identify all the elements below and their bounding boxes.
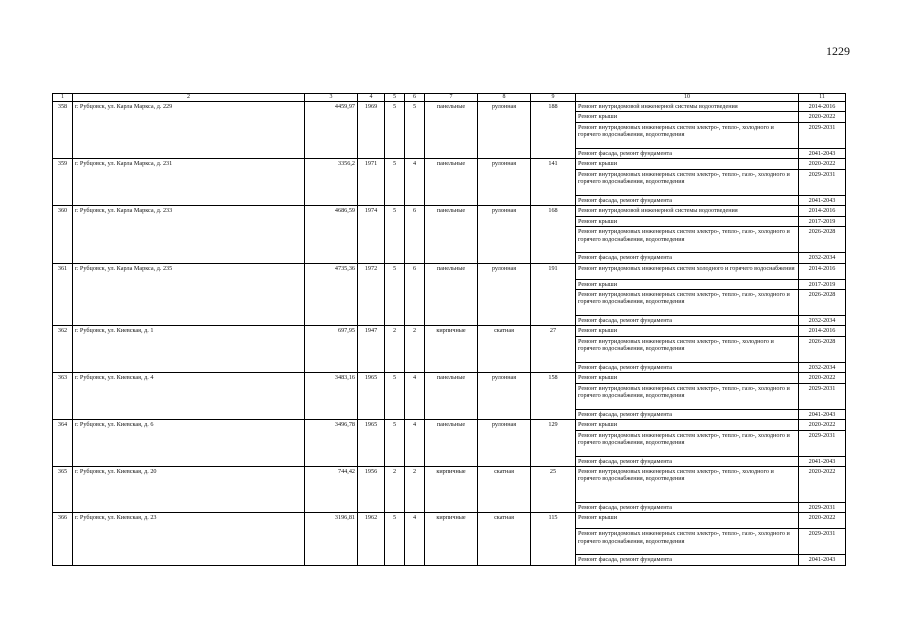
work-type-cell: Ремонт крыши (576, 420, 799, 430)
work-type-cell: Ремонт крыши (576, 216, 799, 226)
address-cell: г. Рубцовск, ул. Карла Маркса, д. 235 (73, 263, 305, 326)
period-cell: 2020-2022 (799, 467, 846, 503)
walls-cell: кирпичные (425, 513, 478, 565)
period-cell: 2041-2043 (799, 555, 846, 565)
area-cell: 697,95 (305, 326, 358, 373)
roof-cell: рулонная (478, 206, 531, 263)
period-cell: 2020-2022 (799, 420, 846, 430)
row-number: 364 (53, 420, 73, 467)
residents-cell: 25 (531, 467, 576, 513)
roof-cell: рулонная (478, 373, 531, 420)
walls-cell: панельные (425, 102, 478, 159)
col-header: 2 (73, 94, 305, 102)
row-number: 361 (53, 263, 73, 326)
address-cell: г. Рубцовск, ул. Киевская, д. 6 (73, 420, 305, 467)
floors-cell: 5 (385, 159, 405, 206)
period-cell: 2029-2031 (799, 430, 846, 456)
roof-cell: рулонная (478, 102, 531, 159)
roof-cell: скатная (478, 467, 531, 513)
build-year-cell: 1972 (358, 263, 385, 326)
work-type-cell: Ремонт внутридомовых инженерных систем электро-, тепло-, газо-, холодного и горячего водоснабжения, водоотведения (576, 169, 799, 195)
table-body (53, 102, 846, 566)
col-header: 7 (425, 94, 478, 102)
walls-cell: панельные (425, 263, 478, 326)
table-row (53, 373, 846, 383)
col-header: 4 (358, 94, 385, 102)
col-header: 10 (576, 94, 799, 102)
work-type-cell: Ремонт внутридомовых инженерных систем электро-, тепло-, газо-, холодного и горячего водоснабжения, водоотведения (576, 529, 799, 555)
period-cell: 2029-2031 (799, 122, 846, 148)
page-number: 1229 (826, 44, 850, 58)
entrances-cell: 6 (405, 206, 425, 263)
walls-cell: панельные (425, 159, 478, 206)
address-cell: г. Рубцовск, ул. Киевская, д. 23 (73, 513, 305, 565)
row-number: 363 (53, 373, 73, 420)
floors-cell: 5 (385, 206, 405, 263)
walls-cell: панельные (425, 420, 478, 467)
entrances-cell: 4 (405, 373, 425, 420)
row-number: 359 (53, 159, 73, 206)
entrances-cell: 2 (405, 326, 425, 373)
area-cell: 744,42 (305, 467, 358, 513)
work-type-cell: Ремонт фасада, ремонт фундамента (576, 148, 799, 158)
work-type-cell: Ремонт фасада, ремонт фундамента (576, 409, 799, 419)
entrances-cell: 4 (405, 420, 425, 467)
col-header: 9 (531, 94, 576, 102)
roof-cell: рулонная (478, 420, 531, 467)
table-row (53, 159, 846, 169)
address-cell: г. Рубцовск, ул. Киевская, д. 4 (73, 373, 305, 420)
period-cell: 2020-2022 (799, 159, 846, 169)
work-type-cell: Ремонт внутридомовых инженерных систем электро-, тепло-, газо-, холодного и горячего водоснабжения, водоотведения (576, 227, 799, 253)
residents-cell: 168 (531, 206, 576, 263)
col-header: 8 (478, 94, 531, 102)
work-type-cell: Ремонт внутридомовых инженерных систем электро-, тепло-, холодного и горячего водоснабжения, водоотведения (576, 122, 799, 148)
period-cell: 2017-2019 (799, 216, 846, 226)
residents-cell: 141 (531, 159, 576, 206)
work-type-cell: Ремонт крыши (576, 112, 799, 122)
residents-cell: 115 (531, 513, 576, 565)
area-cell: 4735,36 (305, 263, 358, 326)
table-row (53, 326, 846, 336)
address-cell: г. Рубцовск, ул. Киевская, д. 20 (73, 467, 305, 513)
column-number-header (53, 94, 846, 102)
work-type-cell: Ремонт фасада, ремонт фундамента (576, 315, 799, 325)
period-cell: 2026-2028 (799, 336, 846, 362)
walls-cell: панельные (425, 373, 478, 420)
floors-cell: 5 (385, 373, 405, 420)
table-row (53, 263, 846, 279)
address-cell: г. Рубцовск, ул. Карла Маркса, д. 231 (73, 159, 305, 206)
work-type-cell: Ремонт внутридомовых инженерных систем электро-, тепло-, газо-, холодного и горячего водоснабжения, водоотведения (576, 383, 799, 409)
period-cell: 2014-2016 (799, 102, 846, 112)
work-type-cell: Ремонт крыши (576, 373, 799, 383)
area-cell: 3483,16 (305, 373, 358, 420)
table-row (53, 513, 846, 529)
walls-cell: кирпичные (425, 467, 478, 513)
build-year-cell: 1947 (358, 326, 385, 373)
entrances-cell: 5 (405, 102, 425, 159)
row-number: 358 (53, 102, 73, 159)
work-type-cell: Ремонт крыши (576, 513, 799, 529)
floors-cell: 2 (385, 326, 405, 373)
row-number: 362 (53, 326, 73, 373)
period-cell: 2041-2043 (799, 148, 846, 158)
work-type-cell: Ремонт внутридомовых инженерных систем электро-, тепло-, холодного и горячего водоснабжения, водоотведения (576, 336, 799, 362)
period-cell: 2041-2043 (799, 409, 846, 419)
floors-cell: 5 (385, 263, 405, 326)
period-cell: 2017-2019 (799, 279, 846, 289)
roof-cell: скатная (478, 326, 531, 373)
work-type-cell: Ремонт крыши (576, 326, 799, 336)
period-cell: 2026-2028 (799, 289, 846, 315)
area-cell: 4686,59 (305, 206, 358, 263)
residents-cell: 188 (531, 102, 576, 159)
build-year-cell: 1962 (358, 513, 385, 565)
work-type-cell: Ремонт фасада, ремонт фундамента (576, 456, 799, 466)
period-cell: 2032-2034 (799, 253, 846, 263)
work-type-cell: Ремонт внутридомовых инженерных систем электро-, тепло-, холодного и горячего водоснабжения, водоотведения (576, 467, 799, 503)
walls-cell: кирпичные (425, 326, 478, 373)
period-cell: 2032-2034 (799, 362, 846, 372)
work-type-cell: Ремонт крыши (576, 279, 799, 289)
period-cell: 2014-2016 (799, 326, 846, 336)
entrances-cell: 4 (405, 513, 425, 565)
residents-cell: 27 (531, 326, 576, 373)
work-type-cell: Ремонт внутридомовых инженерных систем электро-, тепло-, газо-, холодного и горячего водоснабжения, водоотведения (576, 430, 799, 456)
period-cell: 2026-2028 (799, 227, 846, 253)
build-year-cell: 1956 (358, 467, 385, 513)
area-cell: 3496,78 (305, 420, 358, 467)
period-cell: 2029-2031 (799, 169, 846, 195)
floors-cell: 2 (385, 467, 405, 513)
table-row (53, 102, 846, 112)
work-type-cell: Ремонт внутридомовых инженерных систем холодного и горячего водоснабжения (576, 263, 799, 279)
build-year-cell: 1969 (358, 102, 385, 159)
row-number: 360 (53, 206, 73, 263)
work-type-cell: Ремонт крыши (576, 159, 799, 169)
floors-cell: 5 (385, 513, 405, 565)
address-cell: г. Рубцовск, ул. Карла Маркса, д. 229 (73, 102, 305, 159)
col-header: 5 (385, 94, 405, 102)
floors-cell: 5 (385, 420, 405, 467)
period-cell: 2020-2022 (799, 112, 846, 122)
build-year-cell: 1965 (358, 373, 385, 420)
roof-cell: рулонная (478, 159, 531, 206)
work-type-cell: Ремонт фасада, ремонт фундамента (576, 362, 799, 372)
work-type-cell: Ремонт фасада, ремонт фундамента (576, 555, 799, 565)
period-cell: 2029-2031 (799, 503, 846, 513)
row-number: 365 (53, 467, 73, 513)
area-cell: 3196,81 (305, 513, 358, 565)
col-header: 1 (53, 94, 73, 102)
address-cell: г. Рубцовск, ул. Карла Маркса, д. 233 (73, 206, 305, 263)
table-row (53, 206, 846, 216)
work-type-cell: Ремонт фасада, ремонт фундамента (576, 253, 799, 263)
roof-cell: рулонная (478, 263, 531, 326)
entrances-cell: 4 (405, 159, 425, 206)
period-cell: 2032-2034 (799, 315, 846, 325)
table-row (53, 467, 846, 503)
work-type-cell: Ремонт фасада, ремонт фундамента (576, 503, 799, 513)
work-type-cell: Ремонт внутридомовой инженерной системы водоотведения (576, 102, 799, 112)
repair-schedule-table (52, 93, 846, 566)
walls-cell: панельные (425, 206, 478, 263)
period-cell: 2014-2016 (799, 263, 846, 279)
period-cell: 2020-2022 (799, 373, 846, 383)
residents-cell: 129 (531, 420, 576, 467)
build-year-cell: 1974 (358, 206, 385, 263)
period-cell: 2029-2031 (799, 529, 846, 555)
floors-cell: 5 (385, 102, 405, 159)
col-header: 3 (305, 94, 358, 102)
period-cell: 2014-2016 (799, 206, 846, 216)
period-cell: 2020-2022 (799, 513, 846, 529)
residents-cell: 191 (531, 263, 576, 326)
address-cell: г. Рубцовск, ул. Киевская, д. 1 (73, 326, 305, 373)
period-cell: 2029-2031 (799, 383, 846, 409)
table-row (53, 420, 846, 430)
period-cell: 2041-2043 (799, 456, 846, 466)
residents-cell: 158 (531, 373, 576, 420)
col-header: 11 (799, 94, 846, 102)
build-year-cell: 1971 (358, 159, 385, 206)
area-cell: 4459,97 (305, 102, 358, 159)
work-type-cell: Ремонт фасада, ремонт фундамента (576, 195, 799, 205)
roof-cell: скатная (478, 513, 531, 565)
area-cell: 3356,2 (305, 159, 358, 206)
col-header: 6 (405, 94, 425, 102)
entrances-cell: 6 (405, 263, 425, 326)
work-type-cell: Ремонт внутридомовой инженерной системы водоотведения (576, 206, 799, 216)
build-year-cell: 1965 (358, 420, 385, 467)
row-number: 366 (53, 513, 73, 565)
period-cell: 2041-2043 (799, 195, 846, 205)
work-type-cell: Ремонт внутридомовых инженерных систем электро-, тепло-, газо-, холодного и горячего водоснабжения, водоотведения (576, 289, 799, 315)
entrances-cell: 2 (405, 467, 425, 513)
